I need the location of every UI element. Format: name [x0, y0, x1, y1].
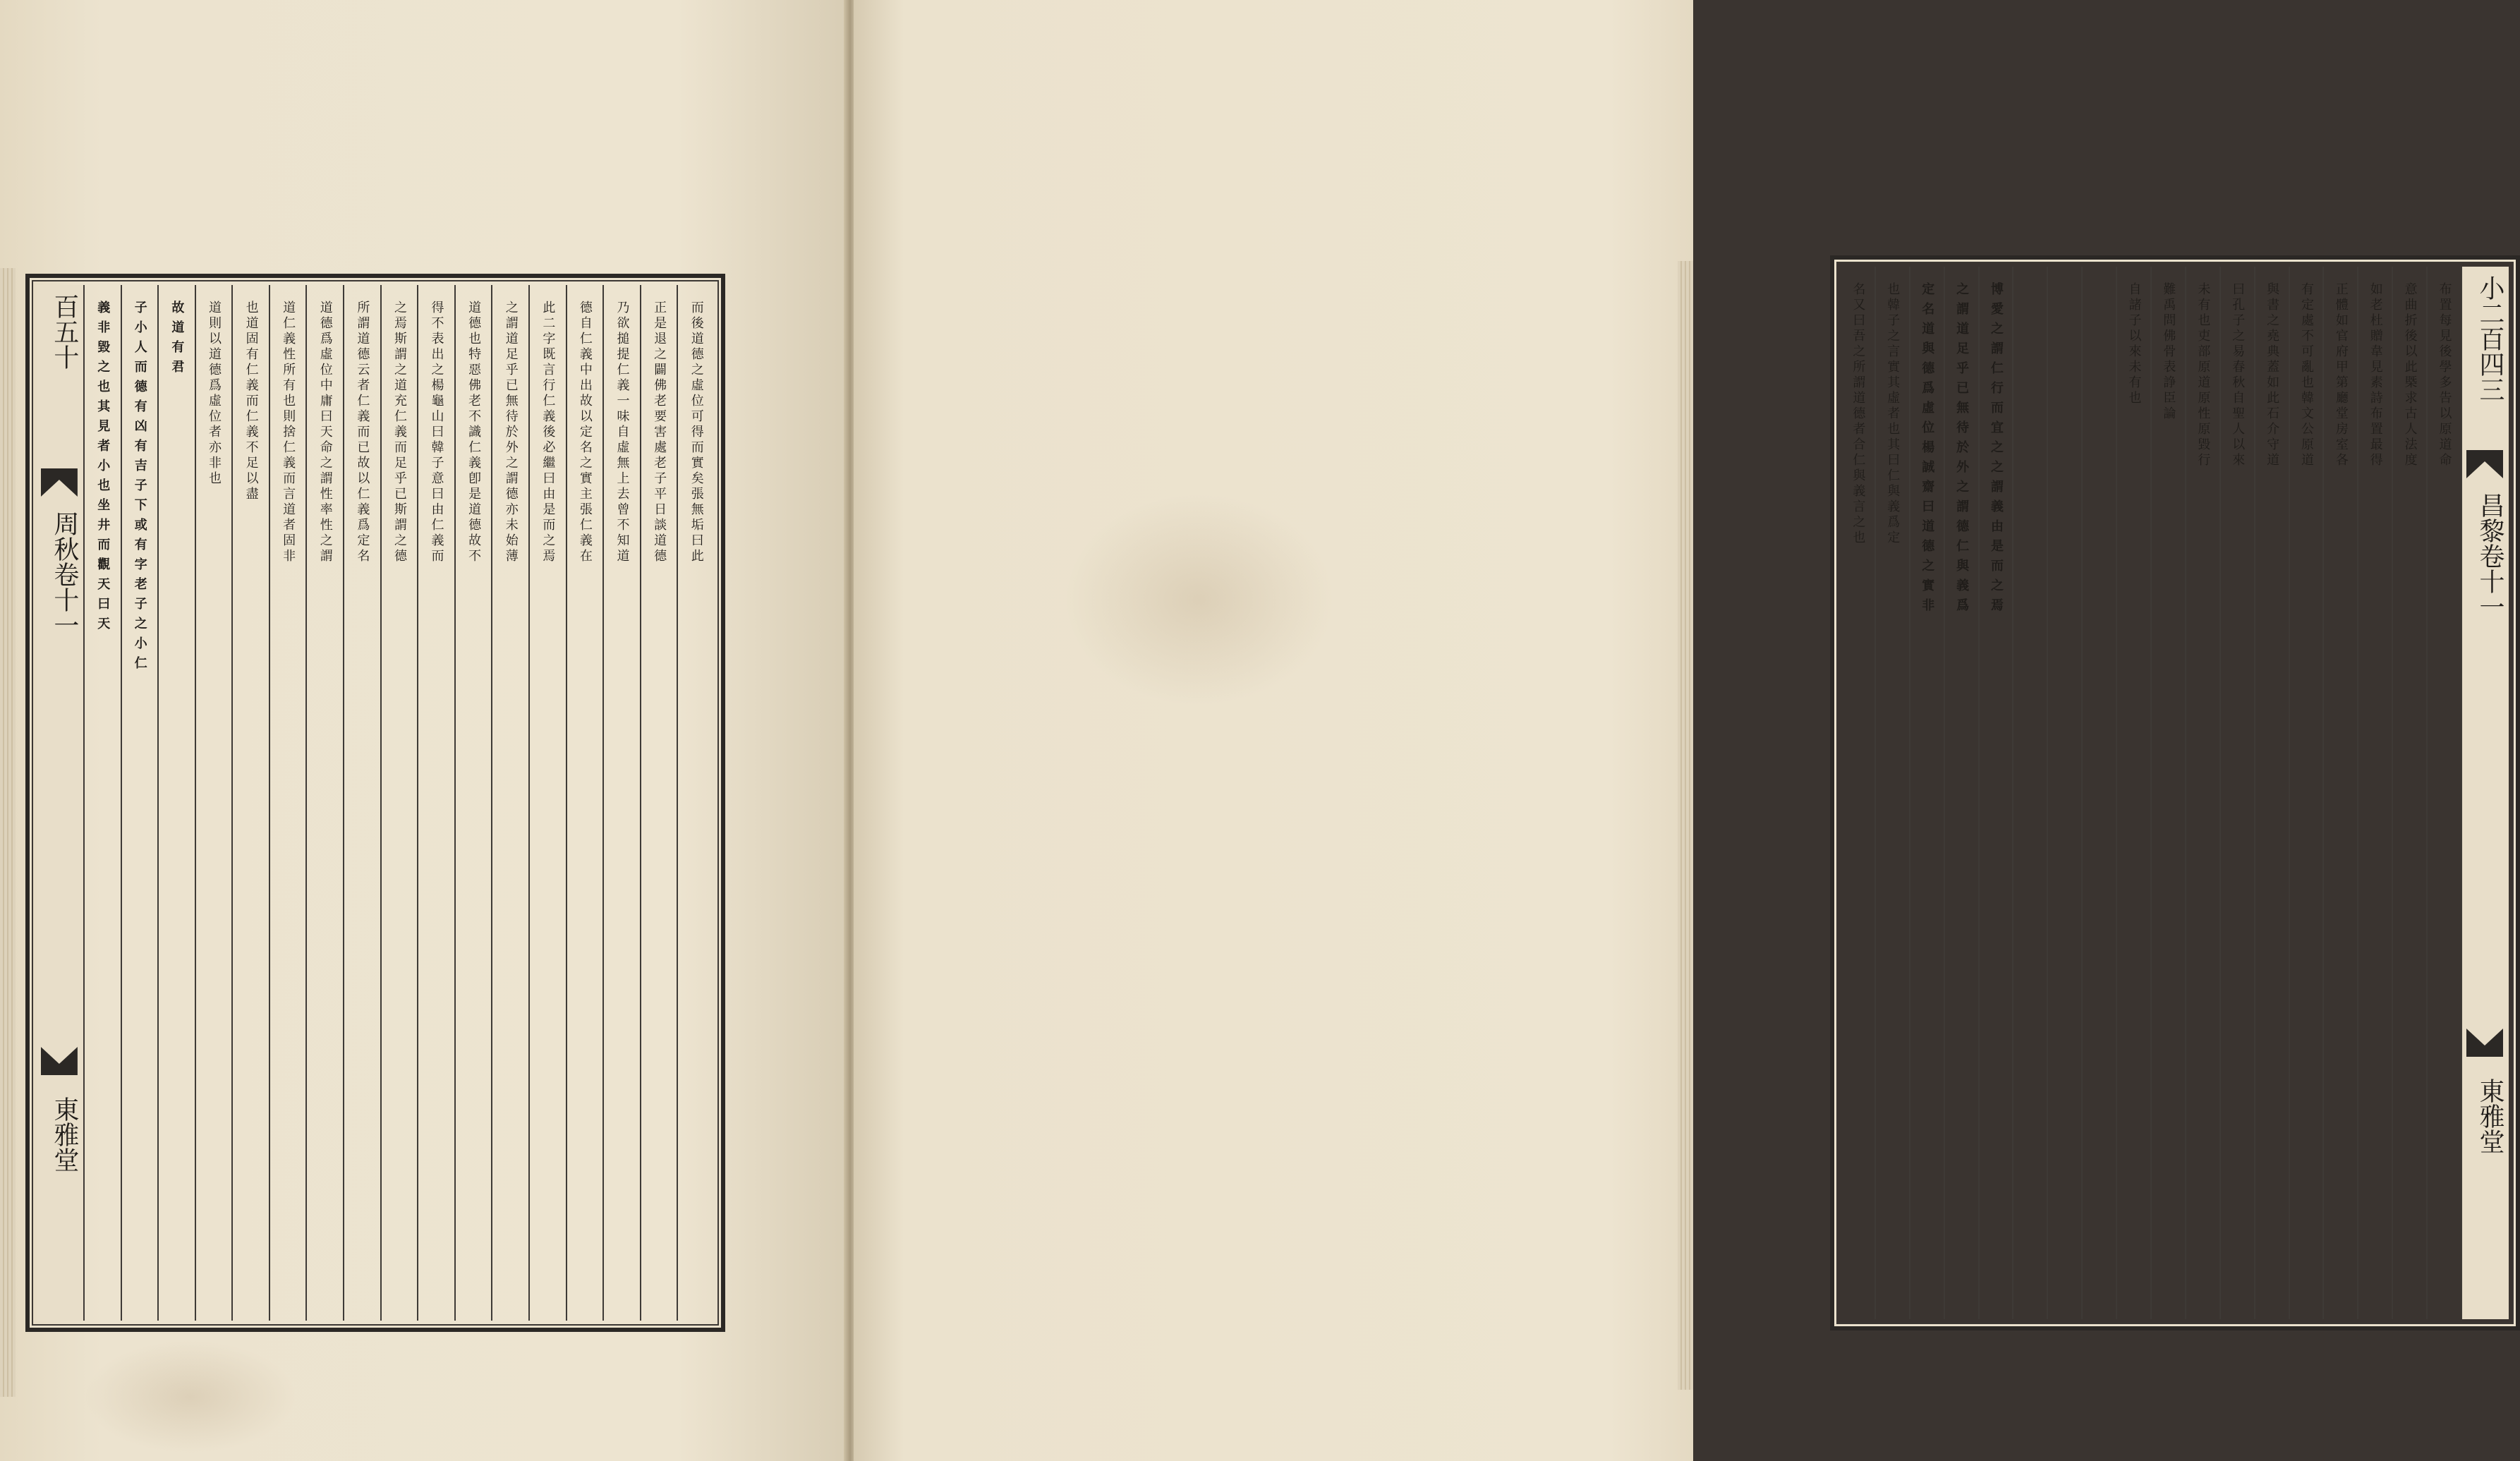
left-text-column	[454, 285, 492, 1321]
left-column-text: 乃欲搥提仁義一味自虛無上去曾不知道	[614, 301, 630, 564]
right-text-column	[1841, 267, 1874, 1319]
left-text-column	[417, 285, 454, 1321]
paper-stain	[85, 1340, 296, 1453]
right-column-text: 名又曰吾之所謂道德者合仁與義言之也	[1850, 282, 1866, 546]
right-text-column	[1909, 267, 1944, 1319]
right-banxin-title: 昌黎卷十一	[2476, 492, 2504, 619]
left-text-column	[195, 285, 232, 1321]
left-column-text: 而後道德之虛位可得而實矣張無垢曰此	[689, 301, 704, 564]
left-column-text: 道德爲虛位中庸曰天命之謂性率性之謂	[317, 301, 333, 564]
left-fish-tail-mark	[41, 468, 78, 497]
right-column-text: 有定處不可亂也韓文公原道	[2298, 282, 2314, 468]
right-text-column	[1874, 267, 1909, 1319]
right-text-column	[2392, 267, 2426, 1319]
right-column-text: 未有也吏部原道原性原毀行	[2195, 282, 2211, 468]
left-column-text: 德自仁義中出故以定名之實主張仁義在	[577, 301, 593, 564]
left-column-text: 子小人而德有凶有吉子下或有字老子之小仁	[132, 301, 147, 676]
right-column-text: 正體如官府甲第廳堂房室各	[2333, 282, 2349, 468]
right-column-text: 博愛之謂仁行而宜之之謂義由是而之焉	[1988, 282, 2004, 618]
left-banxin-title: 周秋卷十一	[49, 511, 79, 638]
left-column-text: 正是退之闢佛老要害處老子平日談道德	[652, 301, 667, 564]
left-column-text: 之焉斯謂之道充仁義而足乎已斯謂之德	[392, 301, 407, 564]
paper-stain	[1065, 494, 1333, 705]
right-banxin-folio: 小二百四三	[2476, 275, 2504, 402]
left-column-text: 此二字既言行仁義後必繼曰由是而之焉	[540, 301, 556, 564]
right-text-column	[1944, 267, 1978, 1319]
left-column-text: 之謂道足乎已無待於外之謂德亦未始薄	[503, 301, 519, 564]
right-column-text: 曰孔子之易春秋自聖人以來	[2230, 282, 2246, 468]
right-text-column	[2322, 267, 2357, 1319]
left-column-text: 道德也特惡佛老不識仁義卽是道德故不	[466, 301, 482, 564]
left-column-text: 也道固有仁義而仁義不足以盡	[243, 301, 259, 502]
left-column-text: 得不表出之楊龜山曰韓子意曰由仁義而	[429, 301, 444, 564]
right-print-block	[1830, 255, 2520, 1330]
right-column-text: 難禹問佛骨表諍臣論	[2161, 282, 2176, 422]
left-text-column	[305, 285, 343, 1321]
right-fish-tail-mark	[2466, 450, 2503, 478]
left-column-text: 所謂道德云者仁義而已故以仁義爲定名	[355, 301, 370, 564]
left-text-column	[491, 285, 528, 1321]
left-text-column	[380, 285, 418, 1321]
right-text-columns	[1841, 267, 2509, 1319]
right-text-column	[1978, 267, 2013, 1319]
right-text-column	[2254, 267, 2289, 1319]
right-column-text: 如老杜贈韋見素詩布置最得	[2368, 282, 2383, 468]
left-text-column	[121, 285, 158, 1321]
left-column-text: 道則以道德爲虛位者亦非也	[206, 301, 222, 487]
right-column-text: 與書之堯典蓋如此石介守道	[2265, 282, 2280, 468]
left-page	[0, 0, 847, 1461]
right-text-column	[2426, 267, 2461, 1319]
right-column-text: 意曲折後以此槩求古人法度	[2402, 282, 2418, 468]
left-text-column	[566, 285, 603, 1321]
left-text-column	[157, 285, 195, 1321]
right-text-column	[2081, 267, 2116, 1319]
left-text-column	[269, 285, 306, 1321]
left-column-text: 道仁義性所有也則捨仁義而言道者固非	[281, 301, 296, 564]
left-text-column	[231, 285, 269, 1321]
left-fish-tail-mark	[41, 1047, 78, 1075]
right-column-text: 自諸子以來未有也	[2126, 282, 2142, 406]
left-text-columns	[37, 285, 714, 1321]
left-text-column	[640, 285, 677, 1321]
right-text-column	[2185, 267, 2219, 1319]
right-banxin-publisher: 東雅堂	[2476, 1078, 2504, 1154]
right-text-column	[2289, 267, 2323, 1319]
left-column-text: 義非毀之也其見者小也坐井而觀天曰天	[95, 301, 111, 636]
right-text-column	[2219, 267, 2254, 1319]
right-column-text: 也韓子之言實其虛者也其曰仁與義爲定	[1885, 282, 1901, 546]
right-fish-tail-mark	[2466, 1029, 2503, 1057]
right-text-column	[2012, 267, 2047, 1319]
right-column-text: 布置每見後學多告以原道命	[2437, 282, 2452, 468]
right-page-edge	[1678, 261, 1693, 1390]
left-banxin	[37, 285, 83, 1321]
left-text-column	[83, 285, 121, 1321]
right-text-column	[2116, 267, 2150, 1319]
left-column-text: 故道有君	[169, 301, 185, 380]
left-text-column	[602, 285, 640, 1321]
right-page	[854, 0, 2504, 1461]
left-text-column	[677, 285, 714, 1321]
left-text-column	[343, 285, 380, 1321]
left-banxin-folio: 百五十	[49, 293, 79, 370]
right-banxin	[2461, 267, 2509, 1319]
right-column-text: 定名道與德爲虛位楊誠齋曰道德之實非	[1920, 282, 1935, 618]
right-column-text: 之謂道足乎已無待於外之謂德仁與義爲	[1954, 282, 1970, 618]
left-page-edge	[0, 268, 16, 1397]
right-text-column	[2150, 267, 2185, 1319]
left-print-block	[25, 274, 725, 1332]
left-banxin-publisher: 東雅堂	[49, 1096, 79, 1172]
right-text-column	[2047, 267, 2081, 1319]
right-text-column	[2357, 267, 2392, 1319]
left-text-column	[528, 285, 566, 1321]
